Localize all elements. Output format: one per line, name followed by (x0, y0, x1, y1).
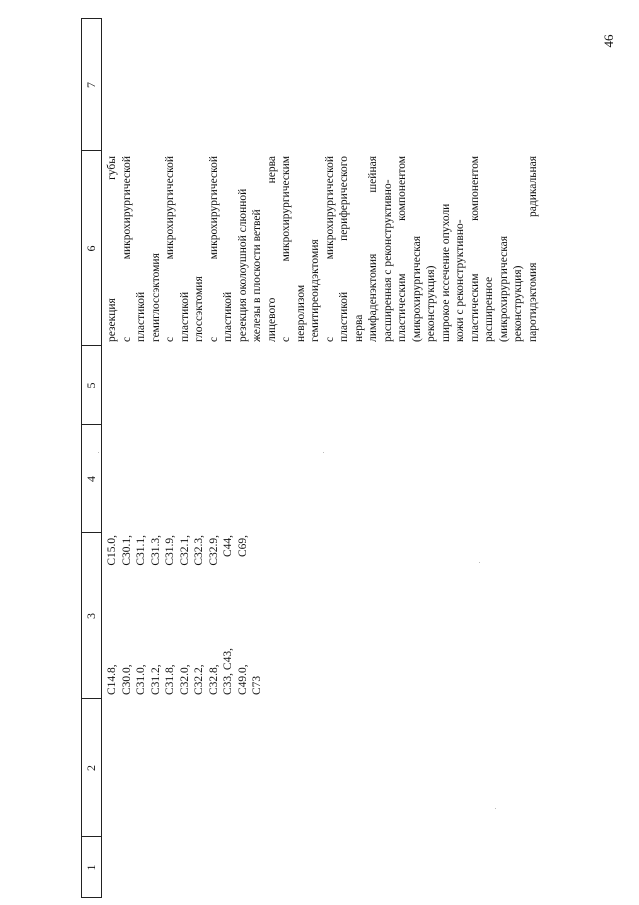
icd-code: C31.8, (164, 664, 176, 695)
icd-code: C44, (222, 535, 234, 558)
column-header-2: 2 (84, 765, 98, 771)
column-header-3: 3 (84, 613, 98, 619)
scan-speck (479, 562, 480, 563)
operation-text-line (163, 156, 178, 342)
operation-word: микрохирургической (120, 156, 133, 260)
icd-code-row (149, 535, 164, 695)
operation-text-line (323, 156, 338, 342)
operation-word: компонентом (468, 156, 481, 221)
icd-code: C31.2, (149, 664, 162, 695)
operation-text-line (482, 156, 497, 342)
operation-word: пластикой (222, 291, 234, 342)
icd-code: C32.9, (207, 535, 220, 566)
operation-text-line (511, 156, 526, 342)
operation-text-line (526, 156, 541, 342)
rotated-table-page (81, 18, 581, 898)
operation-word: (микрохирургическая (497, 235, 510, 342)
operation-text-line (337, 156, 352, 342)
operation-text-line (149, 156, 164, 342)
icd-code: C32.0, (178, 664, 191, 695)
icd-code-row (163, 535, 178, 695)
operation-word: кожи с реконструктивно- (454, 219, 466, 342)
icd-code: C33, C43, (222, 648, 234, 695)
icd-code: C30.0, (120, 664, 133, 695)
operation-word: лицевого (265, 297, 278, 342)
operation-text-line (424, 156, 439, 342)
icd-code-row (120, 535, 135, 695)
operation-text-line (250, 156, 265, 342)
operation-word: глоссэктомия (193, 276, 205, 342)
icd-code-row (250, 535, 265, 695)
operation-text-line (192, 156, 207, 342)
icd-code-row (221, 535, 236, 695)
operation-text-line (120, 156, 135, 342)
scan-speck (323, 452, 324, 453)
operation-word: пластикой (178, 291, 191, 342)
operation-word: микрохирургической (323, 156, 336, 260)
icd-code-row (192, 535, 207, 695)
icd-code: C32.3, (193, 535, 205, 566)
operation-word: периферического (338, 156, 350, 241)
operation-word: расширенная с реконструктивно- (381, 179, 394, 342)
operation-word: с (280, 336, 292, 342)
icd-code: C69, (236, 535, 249, 558)
icd-code-row (236, 535, 251, 695)
operation-word: пластическим (396, 273, 408, 342)
operation-word: пластикой (135, 291, 147, 342)
operation-word: микрохирургическим (280, 156, 292, 262)
icd-code: C31.1, (135, 535, 147, 566)
icd-code: C14.8, (106, 664, 118, 695)
operation-word: с (207, 336, 220, 342)
operation-word: пластикой (338, 291, 350, 342)
operation-word: шейная (367, 156, 379, 193)
scan-speck (495, 808, 496, 809)
icd-code: C30.1, (120, 535, 133, 566)
operation-text-line (105, 156, 120, 342)
icd-codes-cell (105, 535, 265, 695)
operation-text-line (294, 156, 309, 342)
operation-word: (микрохирургическая (410, 235, 423, 342)
operation-word: гемиглоссэктомия (149, 253, 162, 342)
icd-code-row (134, 535, 149, 695)
icd-code: C32.1, (178, 535, 191, 566)
operation-text-line (497, 156, 512, 342)
operations-cell (105, 156, 540, 342)
icd-code: C32.2, (193, 664, 205, 695)
operation-word: с (323, 336, 336, 342)
column-header-6: 6 (84, 245, 98, 252)
scan-speck (98, 452, 99, 453)
column-header-4: 4 (84, 476, 98, 482)
icd-code: C31.9, (164, 535, 176, 566)
operation-word: микрохирургической (207, 156, 220, 260)
operation-text-line (410, 156, 425, 342)
column-header-7: 7 (84, 82, 98, 88)
operation-word: реконструкция) (512, 265, 524, 342)
operation-text-line (453, 156, 468, 342)
operation-word: нерва (265, 156, 278, 184)
procedures-table (81, 18, 581, 898)
operation-text-line (178, 156, 193, 342)
operation-word: гемитиреоидэктомия (309, 239, 321, 342)
operation-word: резекция околоушной слюнной (236, 188, 249, 342)
operation-text-line (221, 156, 236, 342)
column-header-5: 5 (84, 382, 98, 389)
icd-code: C31.3, (149, 535, 162, 566)
icd-code: C73 (251, 675, 263, 695)
operation-text-line (207, 156, 222, 342)
operation-word: губы (106, 156, 118, 180)
operation-text-line (279, 156, 294, 342)
column-header-1: 1 (84, 864, 98, 871)
operation-word: паротидэктомия (526, 262, 539, 342)
operation-text-line (468, 156, 483, 342)
icd-code: C49.0, (236, 664, 249, 695)
icd-code-row (178, 535, 193, 695)
operation-word: микрохирургической (164, 156, 176, 260)
operation-text-line (134, 156, 149, 342)
operation-word: резекция (106, 298, 118, 342)
icd-code: C15.0, (106, 535, 118, 566)
operation-word: с (120, 336, 133, 342)
operation-word: радикальная (526, 156, 539, 218)
operation-text-line (381, 156, 396, 342)
operation-text-line (395, 156, 410, 342)
operation-text-line (366, 156, 381, 342)
page-number: 46 (601, 34, 616, 48)
operation-word: лимфаденэктомия (367, 253, 379, 342)
operation-text-line (236, 156, 251, 342)
icd-code: C31.0, (135, 664, 147, 695)
operation-word: реконструкция) (425, 265, 437, 342)
header-bottom-border (101, 18, 102, 898)
icd-code: C32.8, (207, 664, 220, 695)
operation-word: с (164, 336, 176, 342)
operation-text-line (352, 156, 367, 342)
operation-word: пластическим (468, 273, 481, 342)
operation-word: расширенное (483, 276, 495, 342)
icd-code-row (105, 535, 120, 695)
operation-word: широкое иссечение опухоли (439, 203, 452, 342)
operation-word: нерва (352, 314, 365, 342)
operation-text-line (439, 156, 454, 342)
operation-word: железы в плоскости ветвей (251, 209, 263, 342)
icd-code-row (207, 535, 222, 695)
operation-text-line (308, 156, 323, 342)
operation-word: невролизом (294, 284, 307, 342)
operation-word: компонентом (396, 156, 408, 221)
operation-text-line (265, 156, 280, 342)
